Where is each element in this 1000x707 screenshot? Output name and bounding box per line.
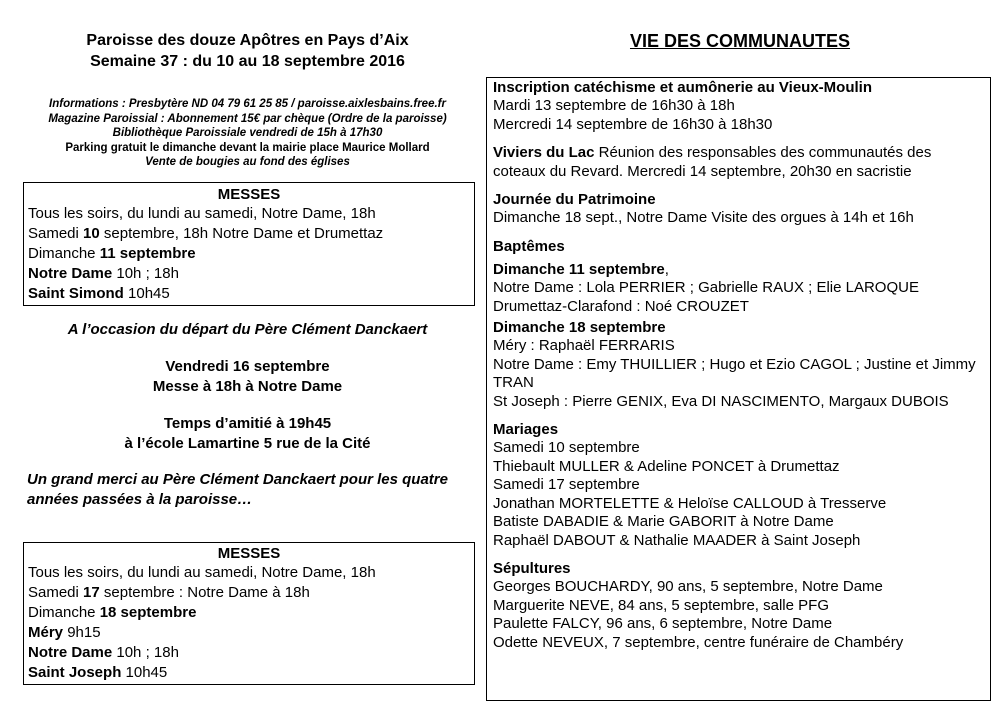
mass-row — [28, 603, 470, 623]
info-candles: Vente de bougies au fond des églises — [145, 156, 350, 168]
funerals-section — [493, 559, 984, 652]
mass-row — [28, 663, 470, 683]
masses-title: MESSES — [217, 545, 281, 562]
section-line: St Joseph : Pierre GENIX, Eva DI NASCIMENTO, Margaux DUBOIS — [493, 392, 949, 410]
week-title: Semaine 37 : du 10 au 18 septembre 2016 — [90, 53, 405, 70]
section-line: Thiebault MULLER & Adeline PONCET à Drumettaz — [493, 457, 840, 475]
mass-row: Tous les soirs, du lundi au samedi, Notre Dame, 18h — [28, 564, 376, 581]
catechism-section — [493, 78, 984, 134]
mass-row — [28, 264, 470, 284]
section-line: Dimanche 18 sept., Notre Dame Visite des orgues à 14h et 16h — [493, 209, 914, 226]
community-life-title: VIE DES COMMUNAUTES — [629, 31, 851, 51]
mass-row — [28, 224, 470, 244]
mass-date: 17 — [83, 584, 100, 601]
mass-row — [28, 623, 470, 643]
mass-row — [28, 583, 470, 603]
mass-text: Dimanche — [28, 245, 100, 262]
section-line: Samedi 10 septembre — [493, 439, 640, 456]
mass-text: Samedi — [28, 584, 84, 601]
section-line: Marguerite NEVE, 84 ans, 5 septembre, salle PFG — [493, 596, 829, 614]
section-line: Notre Dame : Emy THUILLIER ; Hugo et Ezio CAGOL ; Justine et Jimmy TRAN — [493, 355, 976, 391]
mass-place: Notre Dame — [28, 644, 113, 661]
departure-mass: Messe à 18h à Notre Dame — [152, 378, 343, 395]
mass-row — [28, 284, 470, 304]
mass-place: Méry — [28, 624, 64, 641]
mass-place: Saint Joseph — [28, 664, 122, 681]
baptism-date — [493, 261, 984, 280]
viviers-section — [493, 144, 984, 181]
community-life-box — [486, 77, 991, 701]
mass-time: 9h15 — [63, 624, 101, 641]
section-title: Sépultures — [493, 560, 571, 577]
mass-text: septembre, 18h Notre Dame et Drumettaz — [99, 225, 384, 242]
info-magazine: Magazine Paroissial : Abonnement 15€ par chèque (Ordre de la paroisse) — [48, 112, 447, 125]
thanks-note: Un grand merci au Père Clément Danckaert pour les quatre années passées à la paroisse… — [27, 471, 448, 508]
weddings-section — [493, 420, 984, 550]
section-title: Mariages — [493, 421, 559, 438]
mass-date: 10 — [83, 225, 100, 242]
mass-row: Tous les soirs, du lundi au samedi, Notre Dame, 18h — [28, 205, 376, 222]
mass-time: 10h ; 18h — [112, 265, 179, 282]
mass-place: Notre Dame — [28, 265, 113, 282]
section-title: Journée du Patrimoine — [493, 191, 656, 208]
date-label: Dimanche 11 septembre — [493, 260, 665, 278]
info-library: Bibliothèque Paroissiale vendredi de 15h à 17h30 — [112, 127, 383, 139]
section-title: Inscription catéchisme et aumônerie au Vieux-Moulin — [493, 79, 872, 96]
info-block — [0, 97, 495, 170]
mass-date: 11 septembre — [99, 245, 196, 262]
info-presbytery: Informations : Presbytère ND 04 79 61 25 85 / paroisse.aixlesbains.free.fr — [49, 98, 446, 110]
section-line: Notre Dame : Lola PERRIER ; Gabrielle RAUX ; Elie LAROQUE — [493, 279, 919, 296]
bulletin-header — [0, 30, 495, 72]
departure-date: Vendredi 16 septembre — [165, 358, 330, 375]
section-line: Georges BOUCHARDY, 90 ans, 5 septembre, Notre Dame — [493, 578, 883, 595]
section-text: Réunion des responsables des communautés des coteaux du Revard. Mercredi 14 septembre, 20h30 en sacristie — [493, 144, 932, 180]
departure-intro: A l’occasion du départ du Père Clément Danckaert — [67, 321, 428, 338]
mass-row — [28, 244, 470, 264]
baptism-date: Dimanche 18 septembre — [493, 319, 666, 336]
mass-row — [28, 643, 470, 663]
mass-text: Dimanche — [28, 604, 100, 621]
section-line: Raphaël DABOUT & Nathalie MAADER à Saint Joseph — [493, 531, 861, 549]
mass-time: 10h45 — [121, 664, 168, 681]
section-line: Batiste DABADIE & Marie GABORIT à Notre Dame — [493, 513, 834, 530]
section-line: Odette NEVEUX, 7 septembre, centre funéraire de Chambéry — [493, 633, 904, 651]
friendship-time: Temps d’amitié à 19h45 — [163, 415, 332, 432]
masses-title: MESSES — [217, 186, 281, 203]
mass-text: septembre : Notre Dame à 18h — [99, 584, 310, 601]
section-line: Paulette FALCY, 96 ans, 6 septembre, Notre Dame — [493, 615, 833, 632]
separator: , — [664, 260, 669, 278]
section-line: Mardi 13 septembre de 16h30 à 18h — [493, 97, 735, 114]
section-title: Viviers du Lac — [493, 144, 595, 161]
mass-time: 10h45 — [123, 285, 170, 302]
heritage-section — [493, 190, 984, 228]
mass-place: Saint Simond — [28, 285, 124, 302]
section-line: Jonathan MORTELETTE & Heloïse CALLOUD à Tresserve — [493, 494, 887, 512]
masses-box-week1 — [23, 182, 475, 306]
info-parking: Parking gratuit le dimanche devant la mairie place Maurice Mollard — [65, 141, 430, 154]
mass-date: 18 septembre — [99, 604, 197, 621]
section-line: Méry : Raphaël FERRARIS — [493, 337, 675, 354]
masses-box-week2 — [23, 542, 475, 685]
section-line: Drumettaz-Clarafond : Noé CROUZET — [493, 297, 749, 315]
parish-title: Paroisse des douze Apôtres en Pays d’Aix — [86, 32, 409, 49]
departure-announcement — [0, 320, 495, 454]
section-line: Mercredi 14 septembre de 16h30 à 18h30 — [493, 115, 773, 133]
friendship-place: à l’école Lamartine 5 rue de la Cité — [124, 435, 371, 452]
baptisms-section — [493, 237, 984, 412]
mass-text: Samedi — [28, 225, 84, 242]
section-title: Baptêmes — [493, 237, 565, 255]
mass-time: 10h ; 18h — [112, 644, 179, 661]
section-line: Samedi 17 septembre — [493, 476, 640, 493]
